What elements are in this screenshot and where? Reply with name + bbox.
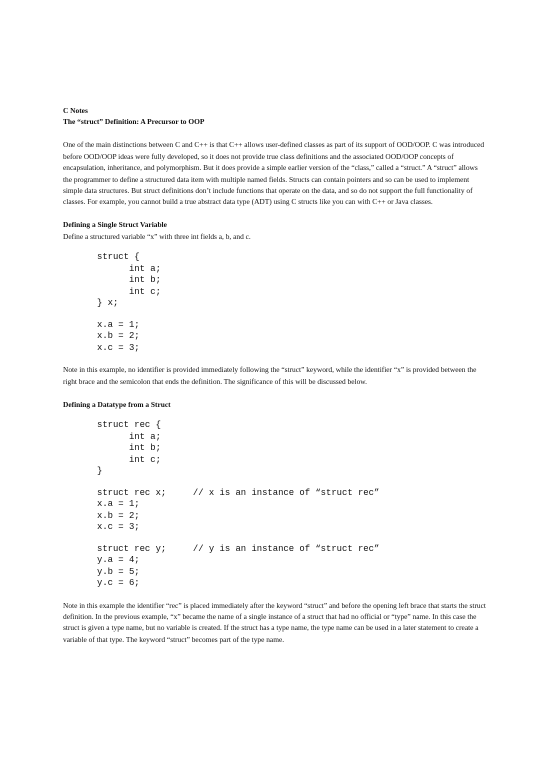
code-line: int b; (97, 275, 161, 286)
section-description: Define a structured variable “x” with three int fields a, b, and c. (63, 231, 251, 241)
code-line: int c; (97, 454, 161, 465)
code-line: y.b = 5; (97, 566, 140, 577)
code-line: struct { (97, 252, 140, 263)
intro-paragraph: One of the main distinctions between C and C++ is that C++ allows user-defined classes as part of its support of OOD/OOP. C was introduced before OOD/OOP ideas were fully developed, so it does not provide true class definitions and the associated OOD/OOP concepts of encapsulation, inheritance, and polymorphism. But it does provide a simple earlier version of the “class,” called a “struct.” A “struct” allows the programmer to define a structured data item with multiple named fields. Structs can contain pointers and so can be used to implement simple data structures. But struct definitions don’t include functions that operate on the data, and so do not support the full functionality of classes. For example, you cannot build a true abstract data type (ADT) using C structs like you can with C++ or Java classes. (63, 140, 485, 207)
document-title: The “struct” Definition: A Precursor to OOP (63, 117, 205, 127)
note-paragraph: Note in this example the identifier “rec” is placed immediately after the keyword “struct” and before the opening left brace that starts the struct definition. In the previous example, “x” became the name of a single instance of a struct that had no official or “type” name. In this case the struct is given a type name, but no variable is created. If the struct has a type name, the type name can be used in a later statement to create a variable of that type. The keyword “struct” becomes part of the type name. (63, 600, 486, 644)
code-block-struct-rec (63, 420, 486, 478)
code-line: struct rec y; // y is an instance of “struct rec” (97, 543, 380, 554)
code-line: x.a = 1; (97, 319, 140, 330)
code-line: } (97, 466, 103, 477)
code-block-assignments (63, 320, 486, 355)
document-page (63, 105, 486, 645)
code-line: y.a = 4; (97, 555, 140, 566)
section-heading-datatype: Defining a Datatype from a Struct (63, 399, 171, 409)
code-line: x.c = 3; (97, 522, 140, 533)
code-line: x.b = 2; (97, 331, 140, 342)
code-line: } x; (97, 298, 119, 309)
code-line: struct rec { (97, 420, 161, 431)
code-block-instance-x (63, 488, 486, 534)
code-line: int a; (97, 431, 161, 442)
code-line: int b; (97, 443, 161, 454)
code-line: x.c = 3; (97, 342, 140, 353)
code-block-struct-def (63, 252, 486, 310)
code-block-instance-y (63, 544, 486, 590)
code-line: struct rec x; // x is an instance of “struct rec” (97, 487, 380, 498)
code-line: x.a = 1; (97, 499, 140, 510)
code-line: x.b = 2; (97, 510, 140, 521)
section-heading-single-struct: Defining a Single Struct Variable (63, 220, 167, 230)
code-line: int a; (97, 263, 161, 274)
code-line: y.c = 6; (97, 578, 140, 589)
code-line: int c; (97, 286, 161, 297)
note-paragraph: Note in this example, no identifier is provided immediately following the “struct” keyword, while the identifier “x” is provided between the right brace and the semicolon that ends the definition. The significance of this will be discussed below. (63, 365, 477, 386)
document-course-title: C Notes (63, 106, 88, 115)
